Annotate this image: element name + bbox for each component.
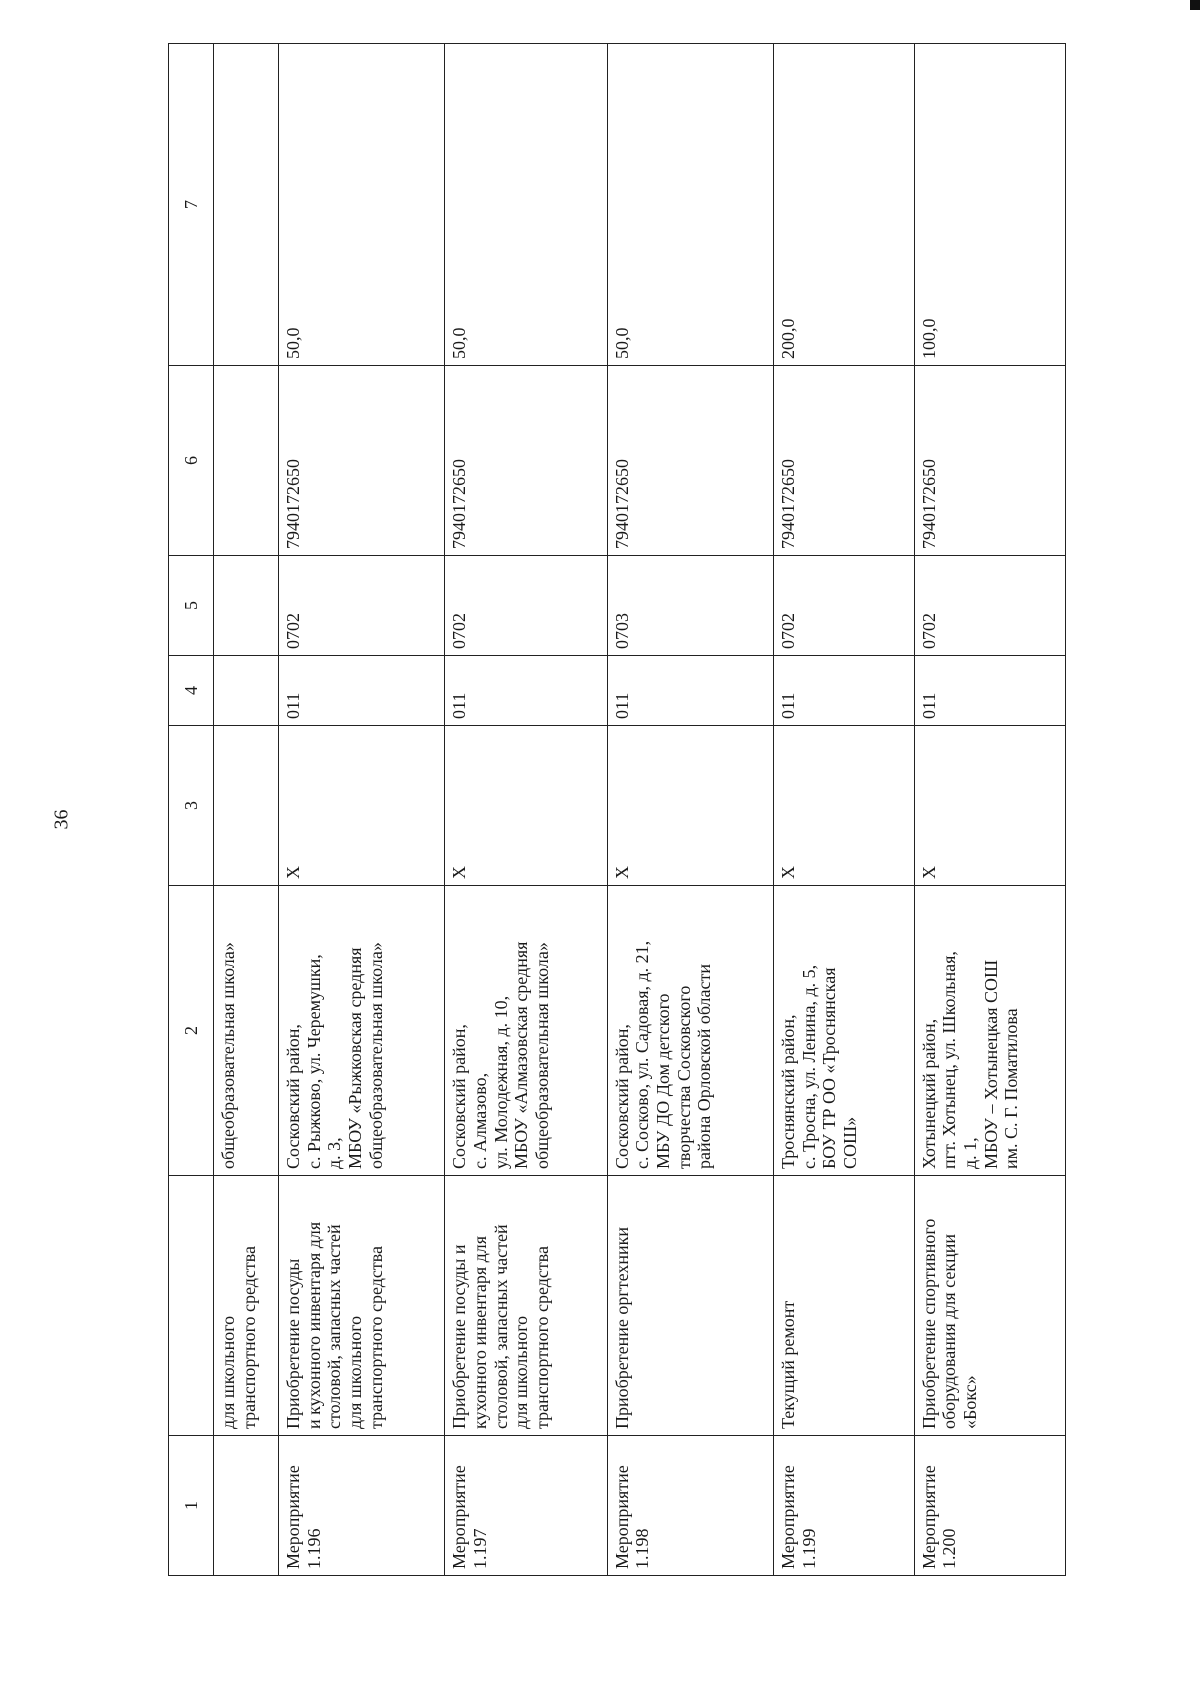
table-row: [278, 44, 445, 1576]
cell-c5: 0702: [914, 556, 1065, 656]
cell-event: Мероприятие 1.199: [774, 1436, 915, 1576]
cell-name: Текущий ремонт: [774, 1176, 915, 1436]
table-row: [445, 44, 607, 1576]
cell-address: Сосковский район, с. Алмазово, ул. Молодежная, д. 10, МБОУ «Алмазовская средняя общеобразовательная школа»: [445, 886, 607, 1176]
cell-c7: 200,0: [774, 44, 915, 366]
cell-address: Сосковский район, с. Сосково, ул. Садовая, д. 21, МБУ ДО Дом детского творчества Сосковского района Орловской области: [607, 886, 774, 1176]
cell-c3: X: [914, 726, 1065, 886]
cell-c6: [214, 366, 279, 556]
cell-c4: 011: [607, 656, 774, 726]
cell-c5: 0702: [445, 556, 607, 656]
page-number: 36: [50, 809, 73, 830]
cell-address: Хотынецкий район, пгт. Хотынец, ул. Школьная, д. 1, МБОУ – Хотынецкая СОШ им. С. Г. Поматилова: [914, 886, 1065, 1176]
cell-c4: 011: [445, 656, 607, 726]
cell-event: Мероприятие 1.200: [914, 1436, 1065, 1576]
col-header-2: 2: [169, 886, 214, 1176]
cell-c4: [214, 656, 279, 726]
table-row: [774, 44, 915, 1576]
cell-event: Мероприятие 1.197: [445, 1436, 607, 1576]
col-header-1: 1: [169, 1436, 214, 1576]
cell-c6: 7940172650: [445, 366, 607, 556]
cell-c6: 7940172650: [914, 366, 1065, 556]
cell-address: общеобразовательная школа»: [214, 886, 279, 1176]
table-row: [607, 44, 774, 1576]
cell-c4: 011: [914, 656, 1065, 726]
cell-c5: [214, 556, 279, 656]
rotated-table-container: [168, 44, 1066, 1576]
cell-c4: 011: [774, 656, 915, 726]
corner-scan-mark: [1190, 0, 1200, 10]
cell-name: Приобретение посуды и кухонного инвентаря для столовой, запасных частей для школьного транспортного средства: [445, 1176, 607, 1436]
cell-c5: 0703: [607, 556, 774, 656]
cell-name: Приобретение оргтехники: [607, 1176, 774, 1436]
cell-c7: 50,0: [607, 44, 774, 366]
continuation-row: [214, 44, 279, 1576]
cell-event: Мероприятие 1.198: [607, 1436, 774, 1576]
budget-table: [168, 43, 1066, 1576]
table-row: [914, 44, 1065, 1576]
col-header-6: 6: [169, 366, 214, 556]
col-header-3: 3: [169, 726, 214, 886]
cell-c5: 0702: [774, 556, 915, 656]
cell-c7: 50,0: [445, 44, 607, 366]
cell-c7: 100,0: [914, 44, 1065, 366]
cell-address: Сосковский район, с. Рыжково, ул. Черемушки, д. 3, МБОУ «Рыжковская средняя общеобразовательная школа»: [278, 886, 445, 1176]
cell-c3: X: [445, 726, 607, 886]
cell-c7: [214, 44, 279, 366]
cell-event: [214, 1436, 279, 1576]
cell-c5: 0702: [278, 556, 445, 656]
col-header-5: 5: [169, 556, 214, 656]
cell-c6: 7940172650: [607, 366, 774, 556]
cell-name: Приобретение посуды и кухонного инвентаря для столовой, запасных частей для школьного транспортного средства: [278, 1176, 445, 1436]
col-header-7: 7: [169, 44, 214, 366]
cell-address: Троснянский район, с. Тросна, ул. Ленина, д. 5, БОУ ТР ОО «Троснянская СОШ»: [774, 886, 915, 1176]
cell-c7: 50,0: [278, 44, 445, 366]
cell-c6: 7940172650: [278, 366, 445, 556]
cell-name: для школьного транспортного средства: [214, 1176, 279, 1436]
cell-c3: X: [774, 726, 915, 886]
cell-c3: [214, 726, 279, 886]
cell-event: Мероприятие 1.196: [278, 1436, 445, 1576]
cell-c3: X: [607, 726, 774, 886]
cell-c3: X: [278, 726, 445, 886]
header-row: [169, 44, 214, 1576]
cell-c4: 011: [278, 656, 445, 726]
cell-name: Приобретение спортивного оборудования для секции «Бокс»: [914, 1176, 1065, 1436]
cell-c6: 7940172650: [774, 366, 915, 556]
col-header-4: 4: [169, 656, 214, 726]
col-header-name: [169, 1176, 214, 1436]
